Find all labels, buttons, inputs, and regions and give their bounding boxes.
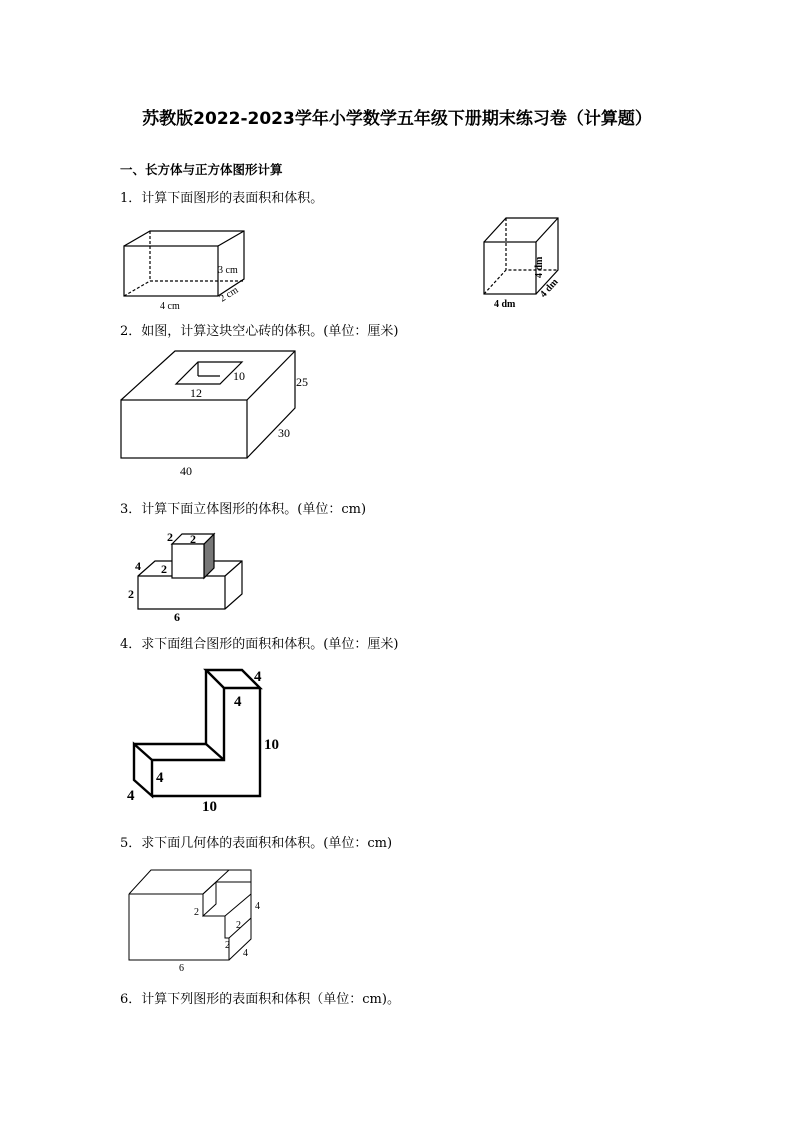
base-height-label: 2 xyxy=(128,587,134,601)
length-label: 10 xyxy=(202,799,217,815)
cuboid-width-label: 2 cm xyxy=(217,284,241,305)
cube-height-label: 4 dm xyxy=(534,256,545,278)
length-label: 6 xyxy=(179,963,184,974)
l-shape-figure xyxy=(124,664,294,814)
hole-width-label: 10 xyxy=(233,369,245,383)
cube-length-label: 4 dm xyxy=(494,299,516,310)
cube-left-label: 2 xyxy=(167,530,173,544)
height-label: 10 xyxy=(264,737,279,753)
question-4: 4．求下面组合图形的面积和体积。(单位：厘米) xyxy=(120,637,399,652)
section-heading: 一、长方体与正方体图形计算 xyxy=(120,162,283,177)
hollow-brick-figure xyxy=(118,348,318,480)
top-length-label: 4 xyxy=(234,694,242,710)
depth-label: 4 xyxy=(243,948,248,959)
base-length-label: 6 xyxy=(174,610,180,624)
cuboid-length-label: 4 cm xyxy=(160,301,180,312)
cube-figure xyxy=(480,214,570,312)
cube-top-label: 2 xyxy=(190,532,196,546)
cube-height-label: 2 xyxy=(161,562,167,576)
right-height-label: 4 xyxy=(255,901,260,912)
question-2: 2．如图，计算这块空心砖的体积。(单位：厘米) xyxy=(120,324,399,339)
notch-height-label: 2 xyxy=(194,907,199,918)
notch-width-label: 2 xyxy=(236,920,241,931)
top-width-label: 4 xyxy=(254,669,262,685)
depth-label: 4 xyxy=(127,788,135,804)
question-3: 3．计算下面立体图形的体积。(单位：cm) xyxy=(120,502,367,517)
question-6: 6．计算下列图形的表面积和体积（单位：cm)。 xyxy=(120,992,400,1007)
brick-width-label: 30 xyxy=(278,426,290,440)
question-5: 5．求下面几何体的表面积和体积。(单位：cm) xyxy=(120,836,393,851)
hole-length-label: 12 xyxy=(190,386,202,400)
question-1: 1．计算下面图形的表面积和体积。 xyxy=(120,191,324,206)
step-height-label: 2 xyxy=(225,940,230,951)
base-width-label: 4 xyxy=(135,559,141,573)
cuboid-figure xyxy=(118,226,258,314)
brick-height-label: 25 xyxy=(296,375,308,389)
brick-length-label: 40 xyxy=(180,464,192,478)
cube-width-label: 4 dm xyxy=(538,276,561,301)
notched-cuboid-figure xyxy=(124,864,274,976)
stacked-solid-figure xyxy=(124,528,248,626)
cuboid-height-label: 3 cm xyxy=(218,265,238,276)
page-title: 苏教版2022-2023学年小学数学五年级下册期末练习卷（计算题） xyxy=(142,109,652,129)
leg-height-label: 4 xyxy=(156,770,164,786)
